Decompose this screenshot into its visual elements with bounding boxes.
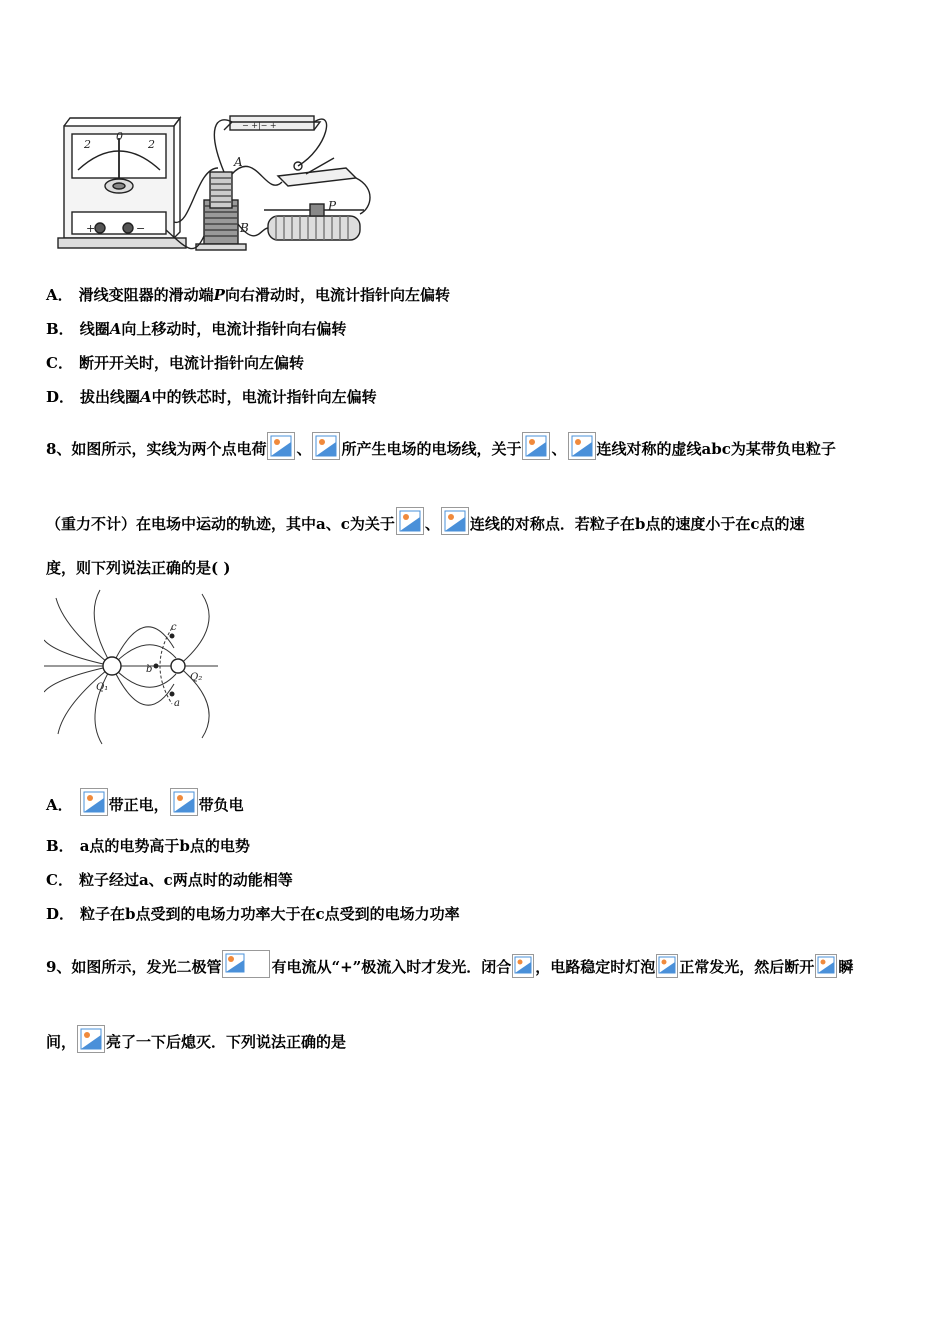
- broken-image-icon: [77, 1025, 105, 1053]
- broken-image-icon: [80, 788, 108, 816]
- q8-text: （重力不计）在电场中运动的轨迹，其中a、c为关于: [46, 515, 395, 533]
- q9-stem-line-1: [46, 950, 853, 978]
- broken-image-icon: [312, 432, 340, 460]
- option-text: 粒子经过a、c两点时的动能相等: [78, 871, 293, 889]
- broken-image-icon: [267, 432, 295, 460]
- meter-scale-zero: 0: [116, 130, 123, 143]
- battery-signs-label: − +|− +: [242, 121, 277, 130]
- point-b-label: b: [146, 664, 153, 675]
- option-label: C．: [46, 871, 73, 889]
- q9-text: 正常发光，然后断开: [679, 958, 815, 976]
- option-label: A．: [46, 286, 73, 304]
- option-text: 线圈: [79, 320, 110, 338]
- option-text: 向右滑动时，电流计指针向左偏转: [224, 286, 450, 304]
- meter-scale-left: 2: [84, 138, 91, 151]
- option-text: 带负电: [198, 796, 244, 814]
- coil-a-label: A: [234, 155, 243, 169]
- q9-text: 瞬: [838, 958, 854, 976]
- q8-text: 、: [551, 440, 567, 458]
- broken-image-icon: [815, 954, 837, 978]
- point-c-label: c: [171, 622, 177, 633]
- q8-option-a: [46, 788, 244, 816]
- q8-stem-line-3: [46, 558, 230, 578]
- q9-stem-line-2: [46, 1025, 346, 1053]
- broken-image-icon: [512, 954, 534, 978]
- q9-text: 9、如图所示，发光二极管: [46, 958, 222, 976]
- broken-image-icon: [222, 950, 270, 978]
- broken-image-icon: [656, 954, 678, 978]
- q8-stem-line-1: [46, 432, 836, 460]
- option-text: 粒子在b点受到的电场力功率大于在c点受到的电场力功率: [80, 905, 460, 923]
- option-text: 中的铁芯时，电流计指针向左偏转: [151, 388, 377, 406]
- q8-text: 连线的对称点．若粒子在b点的速度小于在c点的速: [469, 515, 805, 533]
- q8-option-c: [46, 870, 293, 890]
- q9-text: 间，: [46, 1033, 77, 1051]
- q9-text: 亮了一下后熄灭．下列说法正确的是: [106, 1033, 347, 1051]
- q8-text: 连线对称的虚线abc为某带负电粒子: [596, 440, 836, 458]
- option-label: B．: [46, 320, 74, 338]
- q8-text: 所产生电场的电场线，关于: [341, 440, 522, 458]
- option-var: A: [109, 320, 122, 338]
- coil-b-label: B: [240, 221, 249, 235]
- broken-image-icon: [170, 788, 198, 816]
- meter-scale-right: 2: [148, 138, 155, 151]
- rheostat-p-label: P: [328, 199, 337, 213]
- option-var: A: [140, 388, 152, 406]
- q9-text: ，电路稳定时灯泡: [535, 958, 656, 976]
- broken-image-icon: [568, 432, 596, 460]
- charge-q2-label: Q₂: [190, 672, 203, 683]
- broken-image-icon: [396, 507, 424, 535]
- q9-text: 有电流从“+”极流入时才发光．闭合: [271, 958, 512, 976]
- q8-text: 、: [296, 440, 312, 458]
- option-text: 向上移动时，电流计指针向右偏转: [121, 320, 347, 338]
- option-text: 带正电，: [108, 796, 169, 814]
- charge-q1-label: Q₁: [96, 682, 109, 693]
- option-text: 滑线变阻器的滑动端: [78, 286, 214, 304]
- q8-option-b: [46, 836, 250, 856]
- option-label: D．: [46, 905, 75, 923]
- galvanometer-circuit-figure: [56, 108, 386, 258]
- option-text: 断开开关时，电流计指针向左偏转: [78, 354, 304, 372]
- option-label: D．: [46, 388, 75, 406]
- option-text: a点的电势高于b点的电势: [79, 837, 250, 855]
- electric-field-figure: [44, 588, 220, 748]
- point-a-label: a: [174, 698, 180, 709]
- q8-option-d: [46, 904, 460, 924]
- q7-option-c: [46, 353, 304, 373]
- q8-text: 度，则下列说法正确的是( ): [46, 559, 231, 577]
- q7-option-d: [46, 387, 377, 407]
- meter-plus-label: +: [86, 222, 96, 235]
- option-label: C．: [46, 354, 73, 372]
- q8-text: 、: [424, 515, 440, 533]
- broken-image-icon: [522, 432, 550, 460]
- broken-image-icon: [441, 507, 469, 535]
- q7-option-a: [46, 285, 450, 305]
- q8-stem-line-2: [46, 507, 805, 535]
- option-label: A．: [46, 796, 73, 814]
- option-label: B．: [46, 837, 74, 855]
- q8-text: 8、如图所示，实线为两个点电荷: [46, 440, 267, 458]
- option-var: P: [213, 286, 225, 304]
- option-text: 拔出线圈: [80, 388, 141, 406]
- meter-minus-label: −: [136, 222, 146, 235]
- q7-option-b: [46, 319, 346, 339]
